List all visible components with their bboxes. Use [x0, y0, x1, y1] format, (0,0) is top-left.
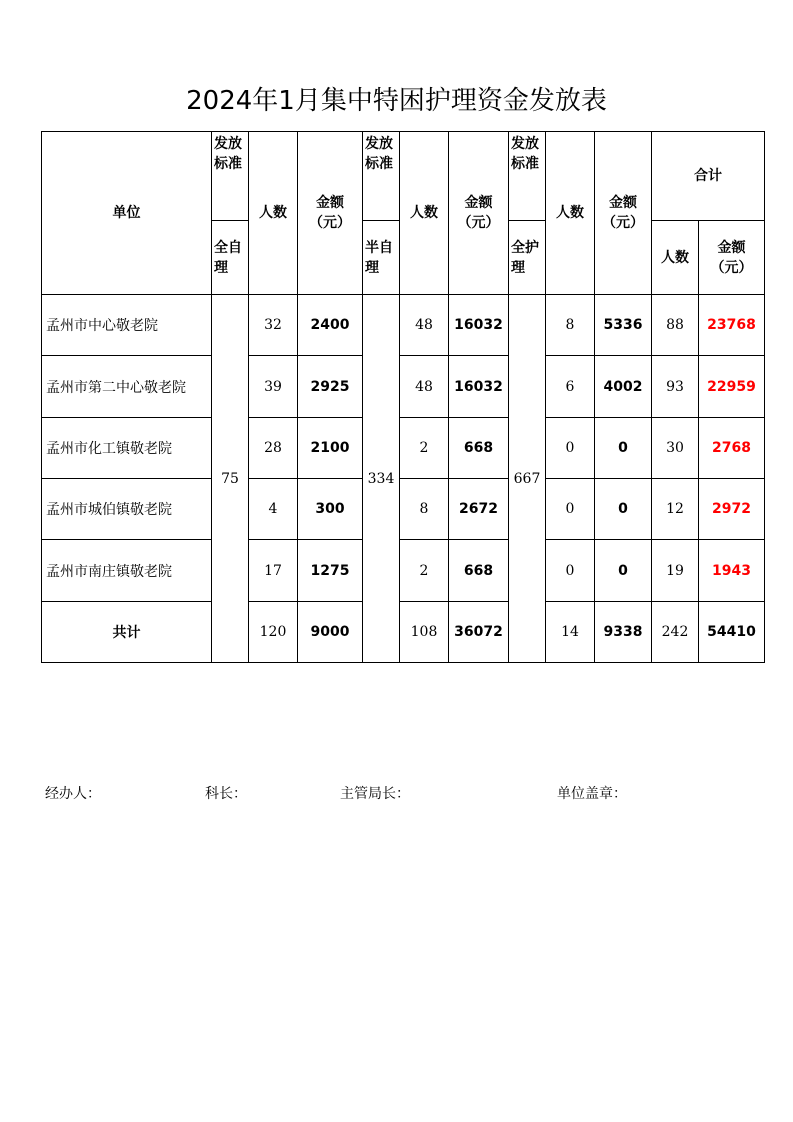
header-total-people: 人数: [652, 221, 699, 295]
people-semi-self: 2: [400, 540, 449, 602]
header-standard-1: 发放标准: [212, 132, 249, 221]
total-people: 88: [652, 295, 699, 356]
amount-semi-self: 16032: [449, 356, 509, 418]
people-full-self: 4: [249, 479, 298, 540]
amount-label: 金额: [316, 195, 344, 211]
total-people: 12: [652, 479, 699, 540]
amount-full-care: 5336: [595, 295, 652, 356]
amount-semi-self: 668: [449, 418, 509, 479]
header-amount-1: [298, 132, 363, 295]
unit-name: 孟州市城伯镇敬老院: [42, 479, 212, 540]
amount-full-care: 4002: [595, 356, 652, 418]
total-amount: 1943: [699, 540, 765, 602]
table-row: [42, 540, 765, 602]
people-semi-self: 48: [400, 356, 449, 418]
table-row: [42, 356, 765, 418]
table-row: [42, 418, 765, 479]
unit-name: 孟州市第二中心敬老院: [42, 356, 212, 418]
total-people: 30: [652, 418, 699, 479]
header-standard-3: 发放标准: [509, 132, 546, 221]
unit-name: 孟州市化工镇敬老院: [42, 418, 212, 479]
amount-semi-self: 16032: [449, 295, 509, 356]
header-unit: 单位: [42, 132, 212, 295]
amount-full-care: 0: [595, 540, 652, 602]
totals-row: [42, 602, 765, 663]
total-amount: 22959: [699, 356, 765, 418]
people-full-care: 6: [546, 356, 595, 418]
people-full-self: 39: [249, 356, 298, 418]
signature-seal: 单位盖章：: [557, 786, 627, 802]
header-standard-1-type: 全自理: [212, 221, 249, 295]
amount-label: 金额: [609, 195, 637, 211]
header-standard-3-type: 全护理: [509, 221, 546, 295]
header-amount-3: [595, 132, 652, 295]
total-people: 93: [652, 356, 699, 418]
people-full-care: 0: [546, 540, 595, 602]
amount-label: 金额: [464, 195, 493, 211]
unit-name: 孟州市中心敬老院: [42, 295, 212, 356]
header-people-2: 人数: [400, 132, 449, 295]
standard-semi-self-value: 334: [363, 295, 400, 663]
header-total: 合计: [652, 132, 765, 221]
totals-people-semi-self: 108: [400, 602, 449, 663]
people-full-care: 0: [546, 479, 595, 540]
amount-full-self: 2925: [298, 356, 363, 418]
people-full-care: 8: [546, 295, 595, 356]
header-amount-2: [449, 132, 509, 295]
amount-semi-self: 2672: [449, 479, 509, 540]
header-total-amount: [699, 221, 765, 295]
amount-full-self: 2100: [298, 418, 363, 479]
amount-full-self: 1275: [298, 540, 363, 602]
people-full-self: 32: [249, 295, 298, 356]
standard-full-self-value: 75: [212, 295, 249, 663]
header-people-3: 人数: [546, 132, 595, 295]
header-standard-2-type: 半自理: [363, 221, 400, 295]
header-people-1: 人数: [249, 132, 298, 295]
payment-table: [41, 131, 765, 663]
amount-full-self: 300: [298, 479, 363, 540]
amount-label: 金额: [717, 239, 746, 256]
people-semi-self: 48: [400, 295, 449, 356]
total-amount: 2768: [699, 418, 765, 479]
total-amount: 2972: [699, 479, 765, 540]
signature-bureau-chief: 主管局长：: [340, 786, 410, 802]
totals-amount-full-care: 9338: [595, 602, 652, 663]
unit-name: 孟州市南庄镇敬老院: [42, 540, 212, 602]
totals-total-people: 242: [652, 602, 699, 663]
totals-label: 共计: [42, 602, 212, 663]
people-semi-self: 8: [400, 479, 449, 540]
total-people: 19: [652, 540, 699, 602]
people-full-care: 0: [546, 418, 595, 479]
people-full-self: 17: [249, 540, 298, 602]
standard-full-care-value: 667: [509, 295, 546, 663]
people-full-self: 28: [249, 418, 298, 479]
amount-full-care: 0: [595, 418, 652, 479]
amount-semi-self: 668: [449, 540, 509, 602]
people-semi-self: 2: [400, 418, 449, 479]
amount-unit: （元）: [602, 215, 644, 231]
amount-unit: （元）: [710, 259, 753, 276]
totals-people-full-care: 14: [546, 602, 595, 663]
header-standard-2: 发放标准: [363, 132, 400, 221]
totals-people-full-self: 120: [249, 602, 298, 663]
page-title: 2024年1月集中特困护理资金发放表: [186, 86, 607, 116]
table-row: [42, 295, 765, 356]
totals-amount-semi-self: 36072: [449, 602, 509, 663]
signature-handler: 经办人：: [45, 786, 101, 802]
amount-full-care: 0: [595, 479, 652, 540]
amount-full-self: 2400: [298, 295, 363, 356]
amount-unit: （元）: [309, 215, 351, 231]
signature-section-chief: 科长：: [205, 786, 247, 802]
total-amount: 23768: [699, 295, 765, 356]
totals-total-amount: 54410: [699, 602, 765, 663]
table-row: [42, 479, 765, 540]
totals-amount-full-self: 9000: [298, 602, 363, 663]
amount-unit: （元）: [457, 215, 500, 231]
